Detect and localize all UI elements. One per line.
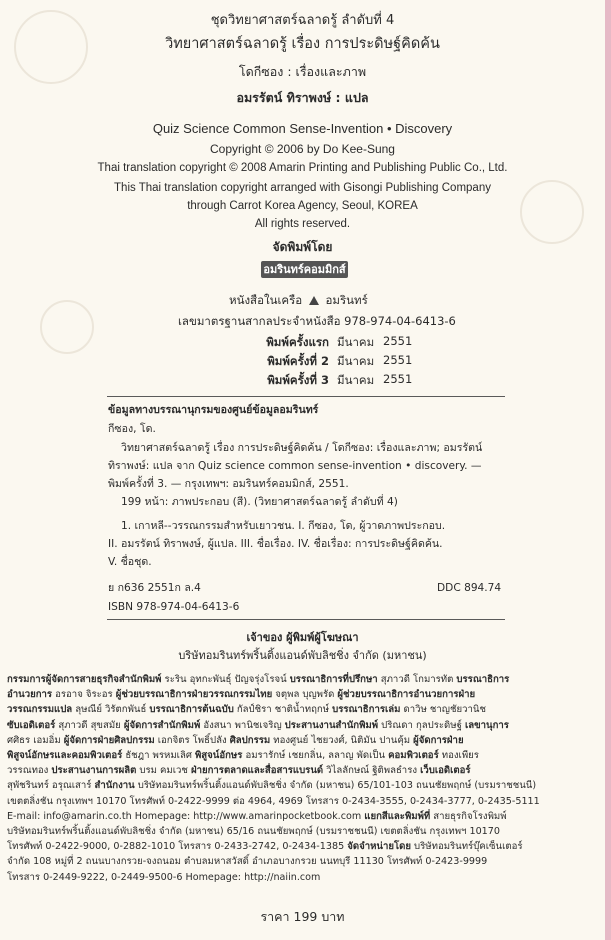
cip-subjects: II. อมรรัตน์ ทิราพงษ์, ผู้แปล. III. ชื่อเรื่อง. IV. ชื่อเรื่อง: การประดิษฐ์คิดค้น. <box>108 538 443 550</box>
staff-text: E-mail: info@amarin.co.th Homepage: http://www.amarinpocketbook.com <box>7 810 365 822</box>
edition-year: 2551 <box>383 372 413 386</box>
english-title: Quiz Science Common Sense-Invention • Discovery <box>152 121 453 136</box>
staff-text: บริษัทอมรินทร์พริ้นติ้งแอนด์พับลิชชิ่ง จำกัด (มหาชน) 65/16 ถนนชัยพฤกษ์ (บรมราชชนนี) เขตตลิ่งชัน กรุงเทพฯ 10170 <box>7 826 500 838</box>
staff-text: เขตตลิ่งชัน กรุงเทพฯ 10170 โทรศัพท์ 0-2422-9999 ต่อ 4964, 4969 โทรสาร 0-2434-3555, 0-2434-3777, 0-2435-5111 <box>7 795 540 807</box>
staff-role: ฝ่ายการตลาดและสื่อสารแบรนด์ <box>190 765 324 777</box>
author-line: โดกีซอง : เรื่องและภาพ <box>238 64 367 79</box>
staff-role: ประสานงานสำนักพิมพ์ <box>284 719 379 731</box>
staff-text: กัลป์ชิรา ชาติน้ำทฤกษ์ <box>233 704 333 716</box>
staff-role: วรรณกรรมแปล <box>7 704 73 716</box>
staff-text: วิไลลักษณ์ ฐิติพลธำรง <box>323 765 421 777</box>
staff-text: เอกจิตร โพธิ์ปลัง <box>154 734 230 746</box>
staff-text: ดาวิษ ชาญชัยวานิช <box>400 704 486 716</box>
staff-line <box>7 687 597 702</box>
cip-author: กีซอง, โด. <box>108 423 156 435</box>
staff-text: ศศิธร เอมอิ่ม <box>7 734 64 746</box>
staff-role: ผู้จัดการฝ่าย <box>413 734 464 746</box>
imprint-logo: อมรินทร์คอมมิกส์ <box>261 261 348 278</box>
series-line: ชุดวิทยาศาสตร์ฉลาดรู้ ลำดับที่ 4 <box>210 13 395 28</box>
staff-line <box>7 672 597 687</box>
staff-line <box>7 718 597 733</box>
staff-text: ระริน อุทกะพันธุ์ ปัญจรุ่งโรจน์ <box>161 674 290 685</box>
edition-month: มีนาคม <box>337 373 375 387</box>
translation-copyright: Thai translation copyright © 2008 Amarin Printing and Publishing Public Co., Ltd. <box>97 162 508 174</box>
cip-subjects: V. ชื่อชุด. <box>108 556 152 568</box>
staff-role: แยกสีและพิมพ์ที่ <box>364 810 431 822</box>
owner-company: บริษัทอมรินทร์พริ้นติ้งแอนด์พับลิชชิ่ง จำกัด (มหาชน) <box>178 649 427 662</box>
edition-label: พิมพ์ครั้งแรก <box>266 335 329 349</box>
staff-text: สุพัชรินทร์ อรุณเสาร์ <box>7 780 95 792</box>
staff-line <box>7 748 597 763</box>
staff-text: ปริณดา กุลประดิษฐ์ <box>378 719 465 731</box>
staff-text: โทรศัพท์ 0-2422-9000, 0-2882-1010 โทรสาร 0-2433-2742, 0-2434-1385 <box>7 841 348 853</box>
staff-line <box>7 870 597 885</box>
staff-role: ผู้จัดการฝ่ายศิลปกรรม <box>63 734 155 746</box>
staff-role: พิสูจน์อักษรและคอมพิวเตอร์ <box>7 750 123 762</box>
english-copyright: Copyright © 2006 by Do Kee-Sung <box>210 142 395 156</box>
staff-text: จตุพล บุญพรัด <box>272 689 338 701</box>
staff-role: ศิลปกรรม <box>229 734 271 746</box>
group-prefix: หนังสือในเครือ <box>229 293 303 307</box>
staff-role: กรรมการผู้จัดการสายธุรกิจสำนักพิมพ์ <box>7 674 162 685</box>
edition-month: มีนาคม <box>337 354 375 368</box>
staff-text: บริษัทอมรินทร์บุ๊คเซ็นเตอร์ <box>411 841 523 853</box>
staff-text: ทองเพียร <box>438 750 479 762</box>
rights-line: All rights reserved. <box>254 218 351 230</box>
staff-text: ธัชฎา พรหมเลิศ <box>122 750 195 762</box>
staff-line <box>7 809 597 824</box>
staff-line <box>7 763 597 778</box>
staff-text: บรม คมเวช <box>136 765 191 777</box>
staff-text: วรรณทอง <box>7 765 52 777</box>
staff-role: บรรณาธิการต้นฉบับ <box>149 704 234 716</box>
group-line <box>229 292 368 310</box>
cip-heading: ข้อมูลทางบรรณานุกรมของศูนย์ข้อมูลอมรินทร์ <box>108 404 319 416</box>
edition-label: พิมพ์ครั้งที่ 3 <box>267 373 329 387</box>
staff-role: สำนักงาน <box>94 780 135 792</box>
staff-text: อังสนา พานิชเจริญ <box>200 719 285 731</box>
staff-role: ผู้จัดการสำนักพิมพ์ <box>123 719 201 731</box>
cip-entry: พิมพ์ครั้งที่ 3. — กรุงเทพฯ: อมรินทร์คอมมิกส์, 2551. <box>108 478 349 490</box>
staff-role: บรรณาธิการที่ปรึกษา <box>289 674 378 685</box>
arrangement-line: This Thai translation copyright arranged with Gisongi Publishing Company <box>114 182 491 194</box>
staff-role: ประสานงานการผลิต <box>51 765 137 777</box>
divider <box>107 619 505 620</box>
staff-role: พิสูจน์อักษร <box>194 750 243 762</box>
cip-ddc: DDC 894.74 <box>437 582 502 594</box>
staff-line <box>7 839 597 854</box>
staff-line <box>7 778 597 793</box>
book-title: วิทยาศาสตร์ฉลาดรู้ เรื่อง การประดิษฐ์คิดค้น <box>165 36 440 52</box>
staff-line <box>7 794 597 809</box>
staff-role: เว็บเอดิเตอร์ <box>420 765 471 777</box>
staff-role: บรรณาธิการ <box>456 674 510 685</box>
edition-year: 2551 <box>383 353 413 367</box>
staff-text: ลุษณีย์ วิรัตกพันธ์ <box>72 704 150 716</box>
cip-isbn: ISBN 978-974-04-6413-6 <box>108 601 240 613</box>
cip-entry: วิทยาศาสตร์ฉลาดรู้ เรื่อง การประดิษฐ์คิดค้น / โดกีซอง: เรื่องและภาพ; อมรรัตน์ <box>121 442 483 454</box>
staff-text: ทองศูนย์ ไชยวงศ์, นิติมัน ปานคุ้ม <box>270 734 414 746</box>
staff-role: ผู้ช่วยบรรณาธิการอำนวยการฝ่าย <box>337 689 476 701</box>
staff-text: อรอาจ จิระอร <box>52 689 116 701</box>
staff-text: สายธุรกิจโรงพิมพ์ <box>430 810 507 822</box>
edition-label: พิมพ์ครั้งที่ 2 <box>267 354 329 368</box>
staff-credits <box>7 672 597 885</box>
staff-text: อมรารักษ์ เชยกลิ่น, ลลาญ พัดเป็น <box>242 750 389 762</box>
staff-role: เลขานุการ <box>464 719 509 731</box>
published-by-label: จัดพิมพ์โดย <box>272 240 333 254</box>
translator-line: อมรรัตน์ ทิราพงษ์ : แปล <box>236 90 369 105</box>
cip-entry: 199 หน้า: ภาพประกอบ (สี). (วิทยาศาสตร์ฉลาดรู้ ลำดับที่ 4) <box>121 496 398 508</box>
staff-role: บรรณาธิการเล่ม <box>332 704 401 716</box>
staff-role: ซับเอดิเตอร์ <box>7 719 56 731</box>
cip-call-number: ย ก636 2551ก ล.4 <box>108 582 201 594</box>
staff-text: บริษัทอมรินทร์พริ้นติ้งแอนด์พับลิชชิ่ง จำกัด (มหาชน) 65/101-103 ถนนชัยพฤกษ์ (บรมราชชนนี) <box>134 780 537 792</box>
staff-text: สุภาวดี สุขสมัย <box>55 719 124 731</box>
staff-role: จัดจำหน่ายโดย <box>347 841 411 853</box>
edition-month: มีนาคม <box>337 335 375 349</box>
cip-entry: ทิราพงษ์: แปล จาก Quiz science common sense-invention • discovery. — <box>108 460 482 472</box>
staff-line <box>7 854 597 869</box>
price: ราคา 199 บาท <box>260 909 345 924</box>
owner-label: เจ้าของ ผู้พิมพ์ผู้โฆษณา <box>246 631 359 644</box>
staff-role: อำนวยการ <box>7 689 53 701</box>
cip-subjects: 1. เกาหลี--วรรณกรรมสำหรับเยาวชน. I. กีซอง, โด, ผู้วาดภาพประกอบ. <box>121 520 446 532</box>
staff-line <box>7 733 597 748</box>
edition-year: 2551 <box>383 334 413 348</box>
staff-text: โทรสาร 0-2449-9222, 0-2449-9500-6 Homepage: http://naiin.com <box>7 871 321 883</box>
isbn-line: เลขมาตรฐานสากลประจำหนังสือ 978-974-04-6413-6 <box>178 314 456 328</box>
staff-line <box>7 824 597 839</box>
staff-text: สุภาวดี โกมารทัต <box>377 674 457 685</box>
divider <box>107 396 505 397</box>
group-name: อมรินทร์ <box>325 293 368 307</box>
staff-text: จำกัด 108 หมู่ที่ 2 ถนนบางกรวย-จงถนอม ตำบลมหาสวัสดิ์ อำเภอบางกรวย นนทบุรี 11130 โทรศัพท์ 0-2423-9999 <box>7 856 488 868</box>
agency-line: through Carrot Korea Agency, Seoul, KOREA <box>187 200 418 212</box>
staff-role: ผู้ช่วยบรรณาธิการฝ่ายวรรณกรรมไทย <box>115 689 273 701</box>
staff-role: คอมพิวเตอร์ <box>388 750 439 762</box>
staff-line <box>7 702 597 717</box>
amarin-triangle-icon <box>309 296 319 305</box>
